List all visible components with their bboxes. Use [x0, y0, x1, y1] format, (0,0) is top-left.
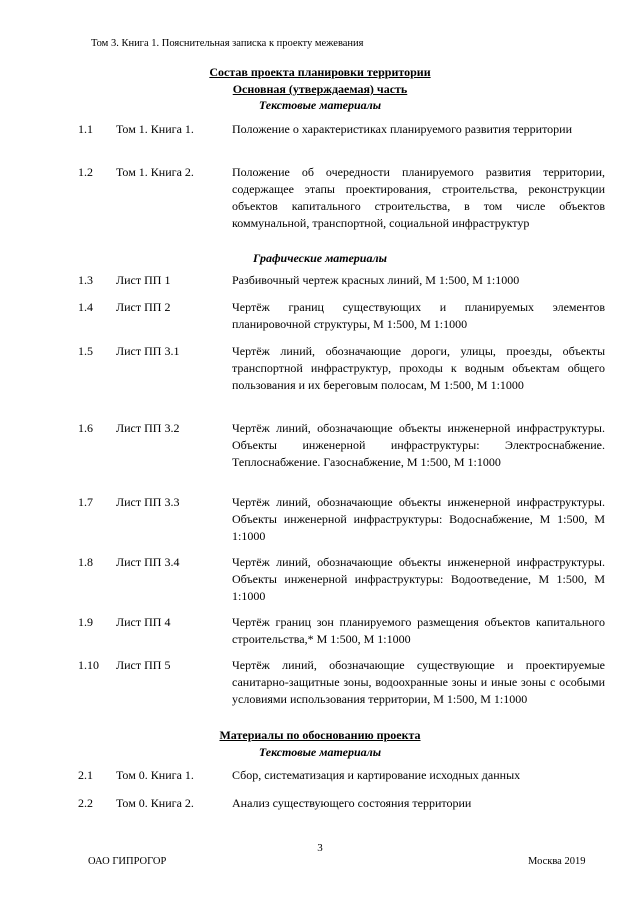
item-description: Сбор, систематизация и картирование исходных данных: [232, 768, 521, 782]
justification-section-title: Материалы по обоснованию проекта: [219, 728, 421, 742]
section-title: Состав проекта планировки территории: [209, 65, 431, 79]
item-number: 2.2: [78, 796, 93, 810]
item-volume: Лист ПП 4: [116, 615, 171, 629]
item-description: Чертёж линий, обозначающие объекты инженерной инфраструктуры. Объекты инженерной инфраструктуры: Водоотведение, М 1:500, М 1:1000: [232, 555, 605, 603]
text-materials-heading: Текстовые материалы: [258, 98, 382, 112]
justification-text-heading: Текстовые материалы: [258, 745, 382, 759]
item-volume: Лист ПП 1: [116, 273, 171, 287]
item-description: Чертёж линий, обозначающие существующие и проектируемые санитарно-защитные зоны, водоохранные зоны и иные зоны с особыми условиями использования территории, М 1:500, М 1:1000: [232, 658, 605, 706]
item-volume: Том 0. Книга 1.: [116, 768, 194, 782]
item-volume: Том 0. Книга 2.: [116, 796, 194, 810]
item-description: Положение о характеристиках планируемого развития территории: [232, 122, 573, 136]
section-subtitle: Основная (утверждаемая) часть: [232, 82, 408, 96]
item-number: 1.3: [78, 273, 93, 287]
item-volume: Лист ПП 3.3: [116, 495, 180, 509]
item-number: 1.10: [78, 658, 99, 672]
item-volume: Лист ПП 5: [116, 658, 171, 672]
item-volume: Лист ПП 2: [116, 300, 171, 314]
item-number: 1.8: [78, 555, 93, 569]
item-number: 1.6: [78, 421, 93, 435]
item-description: Чертёж линий, обозначающие объекты инженерной инфраструктуры. Объекты инженерной инфраструктуры: Электроснабжение. Теплоснабжение. Газоснабжение, М 1:500, М 1:1000: [232, 421, 605, 469]
item-number: 1.9: [78, 615, 93, 629]
item-description: Чертёж границ зон планируемого размещения объектов капитального строительства,* М 1:500, М 1:1000: [232, 615, 605, 646]
page-number: 3: [317, 842, 323, 854]
item-number: 1.1: [78, 122, 93, 136]
graphic-materials-heading: Графические материалы: [253, 251, 387, 265]
item-volume: Лист ПП 3.2: [116, 421, 180, 435]
item-description: Анализ существующего состояния территории: [232, 796, 472, 810]
item-number: 1.2: [78, 165, 93, 179]
running-header: Том 3. Книга 1. Пояснительная записка к проекту межевания: [91, 38, 364, 49]
item-volume: Том 1. Книга 1.: [116, 122, 194, 136]
item-description: Положение об очередности планируемого развития территории, содержащее этапы проектирования, строительства, реконструкции объектов капитального строительства, в том числе объектов коммунальной, транспортной, социальной инфраструктур: [232, 165, 605, 230]
item-number: 1.4: [78, 300, 93, 314]
item-description: Чертёж границ существующих и планируемых элементов планировочной структуры, М 1:500, М 1:1000: [232, 300, 605, 331]
item-description: Разбивочный чертеж красных линий, М 1:500, М 1:1000: [232, 273, 520, 287]
item-number: 1.5: [78, 344, 93, 358]
item-volume: Лист ПП 3.1: [116, 344, 180, 358]
item-number: 2.1: [78, 768, 93, 782]
item-volume: Том 1. Книга 2.: [116, 165, 194, 179]
item-description: Чертёж линий, обозначающие дороги, улицы, проезды, объекты транспортной инфраструктур, проходы к водным объектам общего пользования и их береговым полосам, М 1:500, М 1:1000: [232, 344, 605, 392]
footer-city-year: Москва 2019: [528, 856, 586, 867]
item-description: Чертёж линий, обозначающие объекты инженерной инфраструктуры. Объекты инженерной инфраструктуры: Водоснабжение, М 1:500, М 1:1000: [232, 495, 605, 543]
item-number: 1.7: [78, 495, 93, 509]
item-volume: Лист ПП 3.4: [116, 555, 180, 569]
footer-organization: ОАО ГИПРОГОР: [88, 856, 167, 867]
